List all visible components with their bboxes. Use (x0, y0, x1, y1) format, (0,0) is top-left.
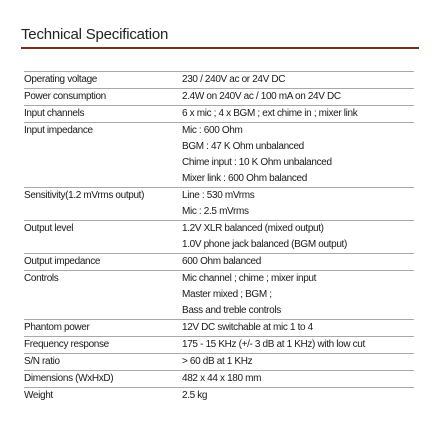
spec-value: Line : 530 mVrms (182, 190, 255, 201)
spec-value: 175 - 15 KHz (+/- 3 dB at 1 KHz) with low cut (182, 339, 365, 350)
spec-row (24, 106, 414, 123)
spec-label: Weight (24, 390, 53, 401)
spec-values (182, 123, 414, 187)
spec-value: Mic : 600 Ohm (182, 125, 243, 136)
spec-values (182, 89, 414, 105)
spec-value: Master mixed ; BGM ; (182, 289, 272, 300)
spec-value: Bass and treble controls (182, 305, 281, 316)
spec-row (24, 320, 414, 337)
spec-label: Input channels (24, 108, 85, 119)
spec-values (182, 72, 414, 88)
spec-value: Mixer link : 600 Ohm balanced (182, 173, 307, 184)
spec-label: Output impedance (24, 256, 101, 267)
spec-values (182, 271, 414, 319)
spec-row (24, 388, 414, 404)
spec-label: Controls (24, 273, 59, 284)
spec-values (182, 354, 414, 370)
spec-label: Operating voltage (24, 74, 97, 85)
spec-label: Output level (24, 223, 74, 234)
spec-row (24, 337, 414, 354)
spec-row (24, 123, 414, 188)
spec-value: > 60 dB at 1 KHz (182, 356, 253, 367)
spec-values (182, 106, 414, 122)
spec-values (182, 337, 414, 353)
spec-value: 6 x mic ; 4 x BGM ; ext chime in ; mixer link (182, 108, 358, 119)
spec-value: BGM : 47 K Ohm unbalanced (182, 141, 304, 152)
spec-value: 600 Ohm balanced (182, 256, 261, 267)
spec-value: 2.5 kg (182, 390, 208, 401)
spec-label: Input impedance (24, 125, 93, 136)
spec-row (24, 271, 414, 320)
spec-label: S/N ratio (24, 356, 60, 367)
spec-values (182, 388, 414, 404)
spec-values (182, 188, 414, 220)
spec-row (24, 354, 414, 371)
spec-value: 230 / 240V ac or 24V DC (182, 74, 286, 85)
spec-values (182, 320, 414, 336)
spec-values (182, 254, 414, 270)
spec-row (24, 188, 414, 221)
spec-row (24, 71, 414, 89)
spec-value: 2.4W on 240V ac / 100 mA on 24V DC (182, 91, 341, 102)
spec-values (182, 221, 414, 253)
spec-label: Phantom power (24, 322, 90, 333)
title-divider (21, 47, 419, 49)
spec-label: Sensitivity(1.2 mVrms output) (24, 190, 145, 201)
spec-row (24, 371, 414, 388)
spec-row (24, 221, 414, 254)
spec-value: 12V DC switchable at mic 1 to 4 (182, 322, 313, 333)
spec-row (24, 254, 414, 271)
spec-value: 482 x 44 x 180 mm (182, 373, 262, 384)
spec-label: Frequency response (24, 339, 109, 350)
spec-value: Chime input : 10 K Ohm unbalanced (182, 157, 332, 168)
spec-label: Power consumption (24, 91, 106, 102)
spec-label: Dimensions (WxHxD) (24, 373, 114, 384)
spec-values (182, 371, 414, 387)
page-title: Technical Specification (21, 26, 169, 43)
spec-value: Mic channel ; chime ; mixer input (182, 273, 317, 284)
spec-row (24, 89, 414, 106)
spec-value: 1.0V phone jack balanced (BGM output) (182, 239, 347, 250)
spec-value: Mic : 2.5 mVrms (182, 206, 249, 217)
spec-value: 1.2V XLR balanced (mixed output) (182, 223, 324, 234)
spec-table (24, 71, 414, 404)
